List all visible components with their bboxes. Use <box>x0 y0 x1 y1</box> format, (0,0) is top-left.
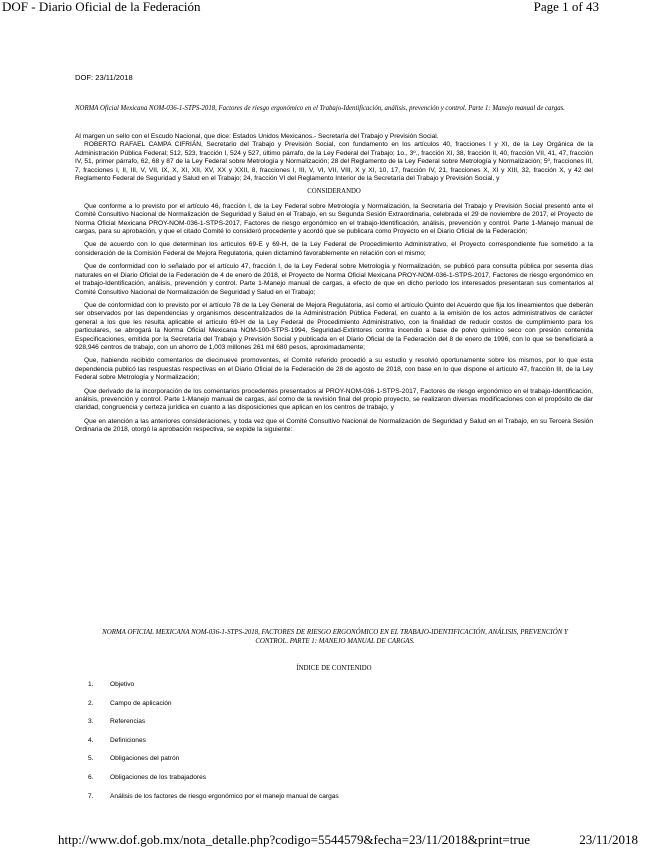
toc-item-label: Objetivo <box>110 681 135 688</box>
toc-item-number: 4. <box>88 736 94 744</box>
table-of-contents <box>88 680 588 810</box>
toc-item <box>88 680 588 699</box>
dof-date: DOF: 23/11/2018 <box>75 73 133 82</box>
toc-item-label: Definiciones <box>110 736 146 744</box>
document-body <box>75 133 593 440</box>
seal-paragraph: Al margen un sello con el Escudo Nacional, que dice: Estados Unidos Mexicanos.- Secretaría del Trabajo y Previsión Social. <box>75 133 439 140</box>
toc-item <box>88 773 588 792</box>
browser-print-footer <box>58 833 638 847</box>
secretary-paragraph: ROBERTO RAFAEL CAMPA CIFRIÁN, Secretario del Trabajo y Previsión Social, con fundamento en los artículos 40, fracciones I y XI, de la Ley Orgánica de la Administración Pública Federal; 512, 523, fracción I, 524 y 527, último párrafo, de la Ley Federal del Trabajo; 1o., 3º., fracción XI, 38, fracción II, 40, fracción VII, 41, 47, fracción IV, 51, primer párrafo, 62, 68 y 87 de la Ley Federal sobre Metrología y Normalización; 28 del Reglamento de la Ley Federal sobre Metrología y Normalización; 5º, fracciones III, 7, fracciones I, II, III, V, VII, IX, X, XI, XII, XV, XX y XXII, 8, fracciones I, III, V, VI, VII, VIII, X y XI, 10, 17, fracción IV, 21, fracciones X, XI y XIII, 32, fracción X, y 42 del Reglamento Federal de Seguridad y Salud en el Trabajo; 24, fracción VI del Reglamento Interior de la Secretaría del Trabajo y Previsión Social, y <box>75 141 593 183</box>
norma-heading: NORMA Oficial Mexicana NOM-036-1-STPS-2018, Factores de riesgo ergonómico en el Trabajo-Identificación, análisis, prevención y control. Parte 1: Manejo manual de cargas. <box>75 105 565 112</box>
considerando-heading: CONSIDERANDO <box>307 188 361 196</box>
toc-item <box>88 792 588 811</box>
considerando-paragraph: Que de conformidad con lo señalado por el artículo 47, fracción I, de la Ley Federal sobre Metrología y Normalización, se publicó para consulta pública por sesenta días naturales en el Diario Oficial de la Federación de 4 de enero de 2018, el Proyecto de Norma Oficial Mexicana PROY-NOM-036-1-STPS-2017, Factores de riesgo ergonómico en el trabajo-Identificación, análisis, prevención y control. Parte 1-Manejo manual de cargas, a efecto de que en dicho período los interesados presentaran sus comentarios al Comité Consultivo Nacional de Normalización de Seguridad y Salud en el Trabajo; <box>75 263 593 296</box>
toc-item-label: Obligaciones del patrón <box>110 755 180 763</box>
toc-item-number: 6. <box>88 773 94 781</box>
toc-item-number: 3. <box>88 718 94 726</box>
norma-title: NORMA OFICIAL MEXICANA NOM-036-1-STPS-2018, FACTORES DE RIESGO ERGONÓMICO EN EL TRABAJO-IDENTIFICACIÓN, ANÁLISIS, PREVENCIÓN Y CONTROL. PARTE 1: MANEJO MANUAL DE CARGAS. <box>102 629 568 645</box>
print-date: 23/11/2018 <box>579 832 638 847</box>
toc-item <box>88 736 588 755</box>
considerando-paragraph: Que en atención a las anteriores consideraciones, y toda vez que el Comité Consultivo Nacional de Normalización de Seguridad y Salud en el Trabajo, en su Tercera Sesión Ordinaria de 2018, otorgó la aprobación respectiva, se expide la siguiente: <box>75 417 593 434</box>
index-heading: ÍNDICE DE CONTENIDO <box>296 665 372 672</box>
toc-item-number: 7. <box>88 792 94 800</box>
considerando-paragraph: Que de acuerdo con lo que determinan los artículos 69-E y 69-H, de la Ley Federal de Procedimiento Administrativo, el Proyecto correspondiente fue sometido a la consideración de la Comisión Federal de Mejora Regulatoria, quien dictaminó favorablemente en relación con el mismo; <box>75 241 593 257</box>
toc-item-number: 2. <box>88 699 94 707</box>
toc-item-number: 1. <box>88 681 94 688</box>
toc-item <box>88 754 588 773</box>
browser-print-header <box>0 0 655 14</box>
toc-item-label: Obligaciones de los trabajadores <box>110 773 207 781</box>
considerando-paragraph: Que conforme a lo previsto por el artículo 46, fracción I, de la Ley Federal sobre Metrología y Normalización, la Secretaría del Trabajo y Previsión Social presentó ante el Comité Consultivo Nacional de Normalización de Seguridad y Salud en el Trabajo, en su Segunda Sesión Extraordinaria, celebrada el 29 de noviembre de 2017, el Proyecto de Norma Oficial Mexicana PROY-NOM-036-1-STPS-2017, Factores de riesgo ergonómico en el trabajo-Identificación, análisis, prevención y control. Parte 1-Manejo manual de cargas, para su aprobación, y que el citado Comité lo consideró procedente y acordó que se publicara como Proyecto en el Diario Oficial de la Federación; <box>75 202 593 236</box>
page-url: http://www.dof.gob.mx/nota_detalle.php?codigo=5544579&fecha=23/11/2018&print=true <box>58 832 530 847</box>
toc-item-number: 5. <box>88 755 94 763</box>
page-counter: Page 1 of 43 <box>533 0 599 14</box>
toc-item <box>88 717 588 736</box>
toc-item <box>88 699 588 718</box>
toc-item-label: Campo de aplicación <box>110 699 172 707</box>
page-title: DOF - Diario Oficial de la Federación <box>2 0 201 14</box>
toc-item-label: Análisis de los factores de riesgo ergonómico por el manejo manual de cargas <box>110 792 339 800</box>
considerando-paragraph: Que de conformidad con lo previsto por el artículo 78 de la Ley General de Mejora Regulatoria, así como el artículo Quinto del Acuerdo que fija los lineamientos que deberán ser observados por las dependencias y organismos descentralizados de la Administración Pública Federal, en cuanto a la emisión de los actos administrativos de carácter general a los que les resulta aplicable el artículo 69-H de la Ley Federal de Procedimiento Administrativo, con la finalidad de reducir costos de cumplimiento para los particulares, se abrogará la Norma Oficial Mexicana NOM-100-STPS-1994, Seguridad-Extintores contra incendio a base de polvo químico seco con presión contenida Especificaciones, emitida por la Secretaría del Trabajo y Previsión Social y publicada en el Diario Oficial de la Federación del 8 de enero de 1996, con lo que se beneficiará a 928,946 centros de trabajo, con un ahorro de 1,003 millones 261 mil 680 pesos, aproximadamente; <box>75 301 593 351</box>
toc-item-label: Referencias <box>110 718 146 726</box>
considerando-paragraph: Que derivado de la incorporación de los comentarios procedentes presentados al PROY-NOM-036-1-STPS-2017, Factores de riesgo ergonómico en el trabajo-Identificación, análisis, prevención y control. Parte 1-Manejo manual de cargas, así como de la revisión final del propio proyecto, se realizaron diversas modificaciones con el propósito de dar claridad, congruencia y certeza jurídica en cuanto a las disposiciones que aplican en los centros de trabajo, y <box>75 387 593 412</box>
considerando-paragraph: Que, habiendo recibido comentarios de diecinueve promoventes, el Comité referido procedió a su estudio y resolvió oportunamente sobre los mismos, por lo que esta dependencia publicó las respuestas respectivas en el Diario Oficial de la Federación de 28 de agosto de 2018, con base en lo que dispone el artículo 47, fracción III, de la Ley Federal sobre Metrología y Normalización; <box>75 357 593 382</box>
